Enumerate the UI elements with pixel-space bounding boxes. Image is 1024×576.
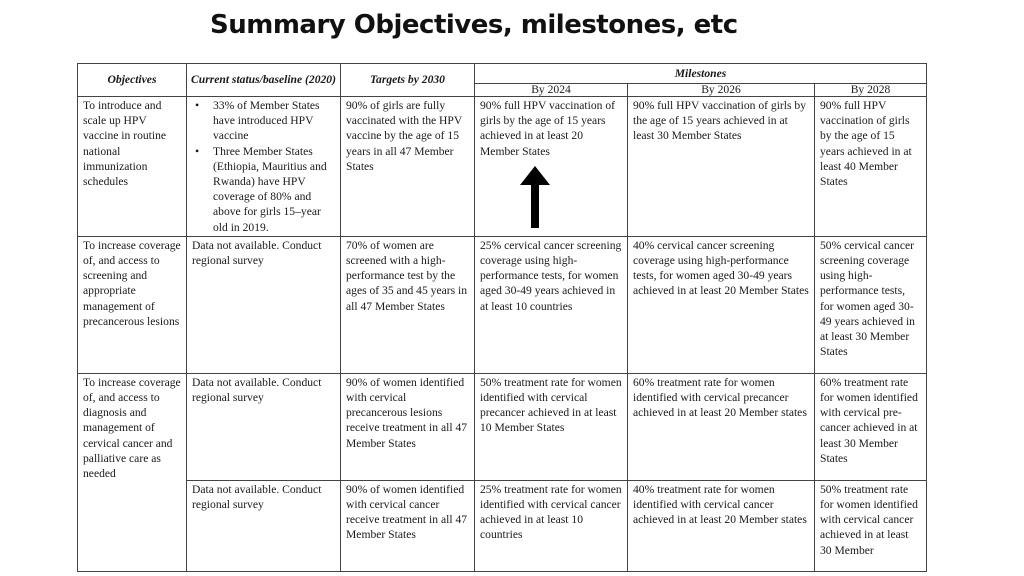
objective-cell: To increase coverage of, and access to screening and appropriate management of precancerous lesions [78,236,187,373]
arrow-up-icon [520,166,550,228]
milestone-2024-cell: 90% full HPV vaccination of girls by the age of 15 years achieved in at least 20 Member States [475,97,628,237]
header-baseline: Current status/baseline (2020) [187,64,341,97]
objective-cell: To introduce and scale up HPV vaccine in routine national immunization schedules [78,97,187,237]
milestone-2028-cell: 50% cervical cancer screening coverage using high-performance tests, for women aged 30-49 years achieved in at least 30 Member States [815,236,927,373]
header-by-2024: By 2024 [475,84,628,97]
milestone-2026-cell: 40% treatment rate for women identified with cervical cancer achieved in at least 20 Member states [628,480,815,571]
baseline-bullet-list [192,98,335,235]
milestone-2024-cell: 25% cervical cancer screening coverage using high-performance tests, for women aged 30-49 years achieved in at least 10 countries [475,236,628,373]
baseline-cell: Data not available. Conduct regional survey [187,480,341,571]
arrow-up-shape [520,166,550,228]
objectives-table [77,63,927,572]
table-row [78,480,927,571]
milestone-2028-cell: 90% full HPV vaccination of girls by the age of 15 years achieved in at least 40 Member States [815,97,927,237]
milestone-2028-cell: 60% treatment rate for women identified with cervical pre-cancer achieved in at least 30 Member States [815,373,927,480]
header-objectives: Objectives [78,64,187,97]
table-row [78,97,927,237]
header-by-2026: By 2026 [628,84,815,97]
baseline-cell: Data not available. Conduct regional survey [187,236,341,373]
slide-title: Summary Objectives, milestones, etc [210,10,738,40]
objective-cell: To increase coverage of, and access to diagnosis and management of cervical cancer and palliative care as needed [78,373,187,571]
milestone-2026-cell: 60% treatment rate for women identified with cervical precancer achieved in at least 20 Member states [628,373,815,480]
milestone-2024-cell: 25% treatment rate for women identified with cervical cancer achieved in at least 10 countries [475,480,628,571]
target-cell: 90% of girls are fully vaccinated with the HPV vaccine by the age of 15 years in all 47 Member States [341,97,475,237]
milestone-2024-cell: 50% treatment rate for women identified with cervical precancer achieved in at least 10 Member States [475,373,628,480]
header-by-2028: By 2028 [815,84,927,97]
target-cell: 90% of women identified with cervical cancer receive treatment in all 47 Member States [341,480,475,571]
target-cell: 90% of women identified with cervical precancerous lesions receive treatment in all 47 Member States [341,373,475,480]
baseline-bullet: • Three Member States (Ethiopia, Mauritius and Rwanda) have HPV coverage of 80% and above for girls 15–year old in 2019. [192,144,335,235]
baseline-cell: Data not available. Conduct regional survey [187,373,341,480]
baseline-cell [187,97,341,237]
baseline-bullet: • 33% of Member States have introduced HPV vaccine [192,98,335,144]
table-row [78,236,927,373]
milestone-2026-cell: 40% cervical cancer screening coverage using high-performance tests, for women aged 30-49 years achieved in at least 20 Member States [628,236,815,373]
header-milestones: Milestones [475,64,927,84]
table-row [78,373,927,480]
header-targets: Targets by 2030 [341,64,475,97]
milestone-2028-cell: 50% treatment rate for women identified with cervical cancer achieved in at least 30 Member [815,480,927,571]
target-cell: 70% of women are screened with a high-performance test by the ages of 35 and 45 years in all 47 Member States [341,236,475,373]
milestone-2026-cell: 90% full HPV vaccination of girls by the age of 15 years achieved in at least 30 Member States [628,97,815,237]
